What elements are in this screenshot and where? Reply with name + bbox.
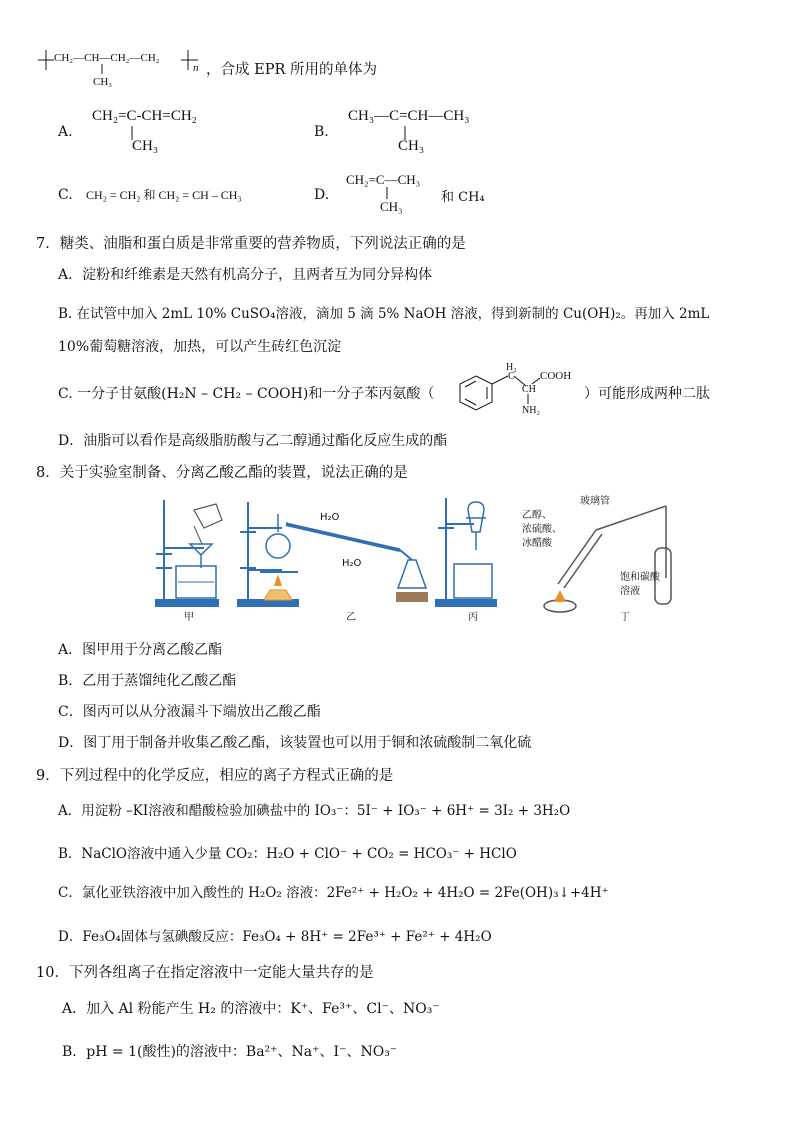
q8-option-c: C．图丙可以从分液漏斗下端放出乙酸乙酯 xyxy=(58,704,321,720)
apparatus-figure xyxy=(150,488,690,628)
h2o-bottom-label: H₂O xyxy=(342,558,362,569)
phenylalanine-structure xyxy=(456,362,586,422)
solution-label-1: 饱和碳酸 xyxy=(620,572,660,583)
phe-h2-label: H₂ xyxy=(506,362,517,373)
q10-option-b: B．pH = 1(酸性)的溶液中：Ba²⁺、Na⁺、I⁻、NO₃⁻ xyxy=(62,1044,398,1060)
q6-option-a-letter: A. xyxy=(58,124,73,140)
q6-option-b-formula: CH₃—C=CH—CH₃ xyxy=(348,108,470,124)
glass-tube-label: 玻璃管 xyxy=(580,496,610,507)
q10-stem: 10．下列各组离子在指定溶液中一定能大量共存的是 xyxy=(36,965,374,981)
q6-option-d-bond xyxy=(385,187,389,199)
q6-option-a-formula: CH₂=C-CH=CH₂ xyxy=(92,108,197,124)
polymer-branch: CH₃ xyxy=(93,76,113,88)
q6-option-d-suffix: 和 CH₄ xyxy=(441,190,485,205)
q6-option-d-formula: CH₂=C—CH₃ xyxy=(346,172,421,187)
h2o-top-label: H₂O xyxy=(320,512,340,523)
q6-option-a-branch: CH₃ xyxy=(132,138,159,154)
phe-c-label: C xyxy=(508,371,515,382)
q7-option-c-post: ）可能形成两种二肽 xyxy=(584,386,710,402)
reagent-label-3: 冰醋酸 xyxy=(522,538,552,549)
apparatus-jia xyxy=(156,500,222,606)
q9-option-b: B．NaClO溶液中通入少量 CO₂：H₂O + ClO⁻ + CO₂ = HCO₃⁻ + HClO xyxy=(58,846,517,862)
q6-tail-text: ，合成 EPR 所用的单体为 xyxy=(206,62,377,78)
figure-label-jia: 甲 xyxy=(184,612,194,623)
q7-stem: 7．糖类、油脂和蛋白质是非常重要的营养物质，下列说法正确的是 xyxy=(36,236,466,252)
figure-label-ding: 丁 xyxy=(620,612,630,623)
polymer-degree: n xyxy=(193,62,199,74)
apparatus-bing xyxy=(436,498,496,606)
q8-option-d: D．图丁用于制备并收集乙酸乙酯，该装置也可以用于铜和浓硫酸制二氧化硫 xyxy=(58,735,532,751)
q9-stem: 9．下列过程中的化学反应，相应的离子方程式正确的是 xyxy=(36,768,394,784)
q6-option-c-letter: C. xyxy=(58,187,73,203)
q7-option-b-line1: B. 在试管中加入 2mL 10% CuSO₄溶液，滴加 5 滴 5% NaOH 溶液，得到新制的 Cu(OH)₂。再加入 2mL xyxy=(58,306,710,322)
q9-option-d: D．Fe₃O₄固体与氢碘酸反应：Fe₃O₄ + 8H⁺ = 2Fe³⁺ + Fe²⁺ + 4H₂O xyxy=(58,929,492,945)
q8-stem: 8．关于实验室制备、分离乙酸乙酯的装置，说法正确的是 xyxy=(36,465,408,481)
q8-option-b: B．乙用于蒸馏纯化乙酸乙酯 xyxy=(58,673,237,689)
polymer-formula xyxy=(36,44,206,94)
q9-option-a: A．用淀粉 –KI溶液和醋酸检验加碘盐中的 IO₃⁻：5I⁻ + IO₃⁻ + 6H⁺ = 3I₂ + 3H₂O xyxy=(58,803,571,819)
q6-option-b-letter: B. xyxy=(314,124,329,140)
solution-label-2: 溶液 xyxy=(620,586,640,597)
q8-option-a: A．图甲用于分离乙酸乙酯 xyxy=(58,642,223,658)
q6-option-c-formula: CH₂ = CH₂ 和 CH₂ = CH – CH₃ xyxy=(86,188,242,202)
reagent-label-1: 乙醇、 xyxy=(522,510,552,521)
q6-option-b-branch: CH₃ xyxy=(398,138,425,154)
phe-ch-label: CH xyxy=(522,384,536,395)
apparatus-drawing xyxy=(150,488,690,628)
q9-option-c: C．氯化亚铁溶液中加入酸性的 H₂O₂ 溶液：2Fe²⁺ + H₂O₂ + 4H₂O = 2Fe(OH)₃↓+4H⁺ xyxy=(58,885,609,901)
q7-option-c-pre: C. 一分子甘氨酸(H₂N – CH₂ – COOH)和一分子苯丙氨酸（ xyxy=(58,386,435,402)
figure-label-yi: 乙 xyxy=(346,612,356,623)
figure-label-bing: 丙 xyxy=(468,612,478,623)
apparatus-ding xyxy=(544,506,671,612)
q7-option-a: A．淀粉和纤维素是天然有机高分子，且两者互为同分异构体 xyxy=(58,267,433,283)
polymer-main-chain: CH₂—CH—CH₂—CH₂ xyxy=(54,52,160,64)
phe-nh2-label: NH₂ xyxy=(522,405,540,416)
q6-option-d-branch: CH₃ xyxy=(380,199,403,214)
q7-option-d: D．油脂可以看作是高级脂肪酸与乙二醇通过酯化反应生成的酯 xyxy=(58,433,448,449)
q7-option-b-line2: 10%葡萄糖溶液，加热，可以产生砖红色沉淀 xyxy=(58,339,342,355)
reagent-label-2: 浓硫酸、 xyxy=(522,524,562,535)
q10-option-a: A．加入 Al 粉能产生 H₂ 的溶液中：K⁺、Fe³⁺、Cl⁻、NO₃⁻ xyxy=(62,1001,440,1017)
phe-cooh-label: COOH xyxy=(540,370,572,382)
q6-option-d-letter: D. xyxy=(314,187,330,203)
